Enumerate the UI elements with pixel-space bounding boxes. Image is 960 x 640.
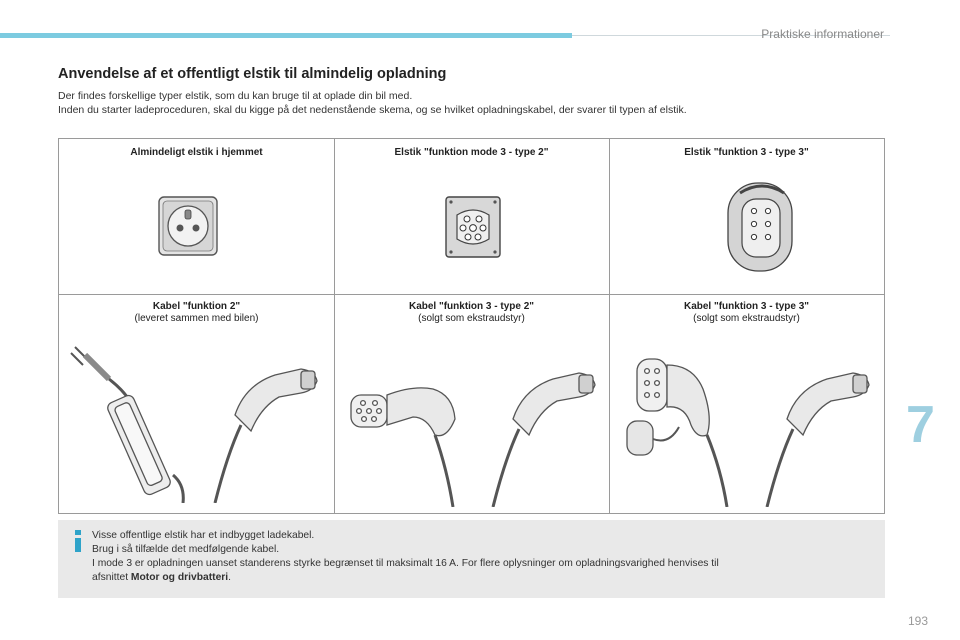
cable-label: Kabel "funktion 3 - type 2" xyxy=(408,301,535,312)
mode2-cable-icon xyxy=(65,335,327,503)
intro-text xyxy=(58,89,687,117)
type3-cable-icon xyxy=(617,339,879,507)
info-line-1: Visse offentlige elstik har et indbygget ladekabel. xyxy=(92,530,315,541)
header-accent-bar xyxy=(0,33,572,38)
intro-line-2: Inden du starter ladeproceduren, skal du kigge på det nedenstående skema, og se hvilket opladningskabel, der svarer til typen af elstik. xyxy=(58,104,687,116)
type2-cable-icon xyxy=(343,339,605,507)
connector-table xyxy=(58,138,885,514)
table-cell-socket-type2 xyxy=(334,147,609,158)
table-cell-cable-mode2 xyxy=(59,301,334,324)
socket-label: Elstik "funktion 3 - type 3" xyxy=(684,147,809,158)
info-line-4 xyxy=(92,571,872,585)
chapter-number: 7 xyxy=(906,396,935,454)
type2-socket-icon xyxy=(444,195,502,259)
info-text xyxy=(92,529,872,585)
intro-line-1: Der findes forskellige typer elstik, som du kan bruge til at oplade din bil med. xyxy=(58,90,413,102)
section-header: Praktiske informationer xyxy=(761,27,884,41)
table-cell-socket-type3 xyxy=(609,147,884,158)
cable-sub: (solgt som ekstraudstyr) xyxy=(693,313,800,324)
cable-sub: (leveret sammen med bilen) xyxy=(134,313,259,324)
socket-label: Elstik "funktion mode 3 - type 2" xyxy=(394,147,549,158)
table-divider xyxy=(609,139,610,513)
info-line-4-suffix: . xyxy=(228,572,232,583)
cable-sub: (solgt som ekstraudstyr) xyxy=(418,313,525,324)
table-cell-cable-type2 xyxy=(334,301,609,324)
type3-socket-icon xyxy=(726,179,798,275)
home-socket-icon xyxy=(157,195,219,259)
info-box xyxy=(58,520,885,598)
socket-label: Almindeligt elstik i hjemmet xyxy=(130,147,263,158)
table-divider xyxy=(334,139,335,513)
cable-label: Kabel "funktion 3 - type 3" xyxy=(683,301,810,312)
page-number: 193 xyxy=(908,614,929,628)
page-title: Anvendelse af et offentligt elstik til almindelig opladning xyxy=(58,66,447,82)
info-section-reference: Motor og drivbatteri xyxy=(130,572,229,583)
info-line-3: I mode 3 er opladningen uanset standerens styrke begrænset til maksimalt 16 A. For flere oplysninger om opladningsvarighed henvises til xyxy=(92,558,719,569)
table-divider xyxy=(59,294,884,295)
info-line-4-prefix: afsnittet xyxy=(92,572,131,583)
info-icon xyxy=(70,530,86,552)
table-cell-cable-type3 xyxy=(609,301,884,324)
info-line-2: Brug i så tilfælde det medfølgende kabel. xyxy=(92,544,280,555)
cable-label: Kabel "funktion 2" xyxy=(152,301,241,312)
table-cell-socket-home xyxy=(59,147,334,158)
